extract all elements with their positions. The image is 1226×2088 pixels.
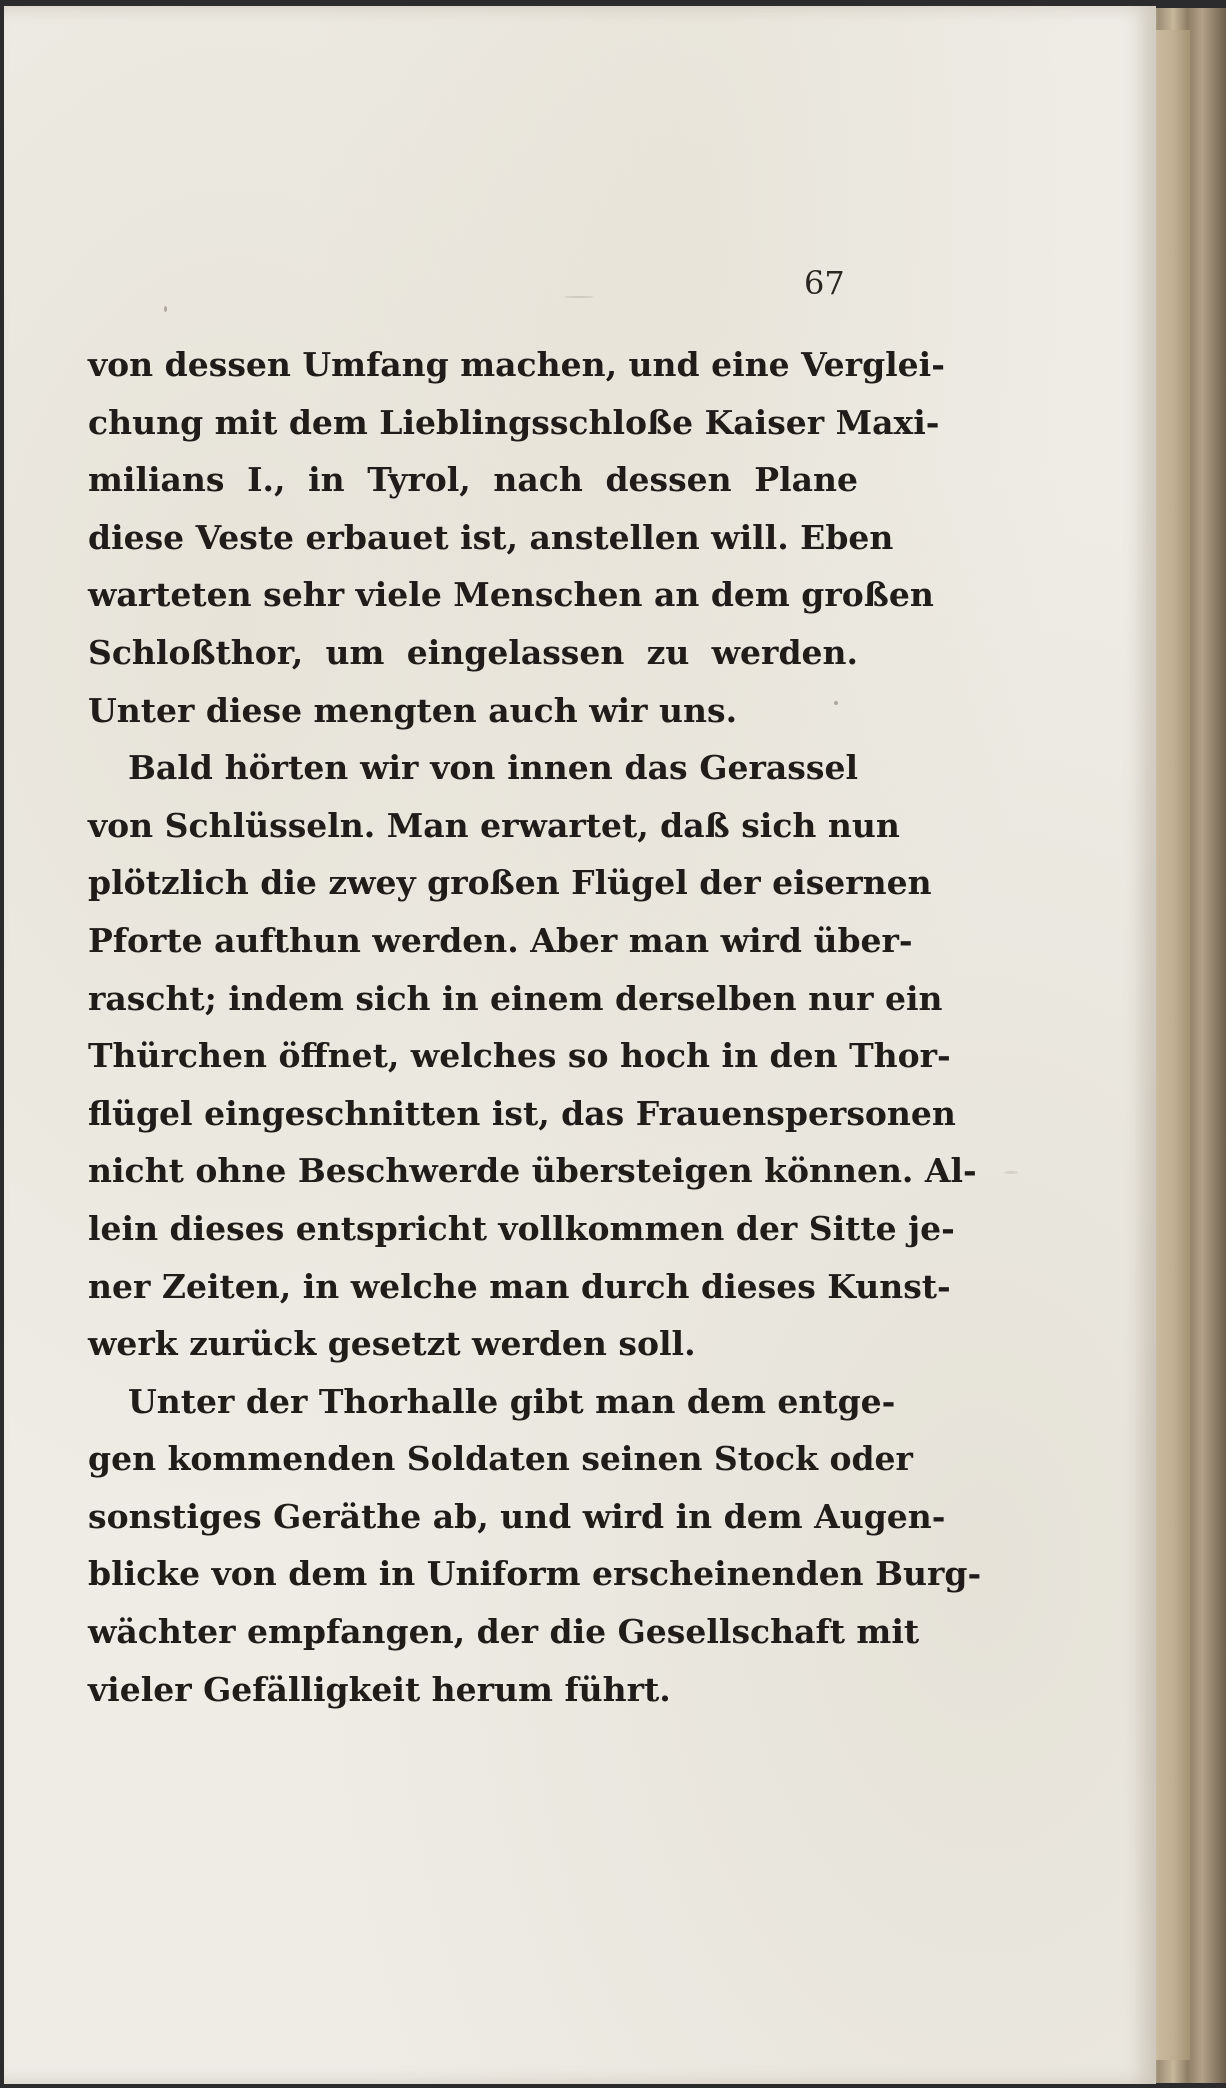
text-line: ner Zeiten, in welche man durch dieses Kunst- [88, 1266, 951, 1306]
text-line: Thürchen öffnet, welches so hoch in den Thor- [88, 1036, 951, 1076]
text-line: plötzlich die zwey großen Flügel der eisernen [88, 863, 932, 903]
text-line: von Schlüsseln. Man erwartet, daß sich nun [88, 805, 900, 845]
text-line: werk zurück gesetzt werden soll. [88, 1324, 696, 1364]
text-line: rascht; indem sich in einem derselben nur ein [88, 978, 943, 1018]
text-line: nicht ohne Beschwerde übersteigen können. Al- [88, 1151, 977, 1191]
text-line: flügel eingeschnitten ist, das Frauenspersonen [88, 1093, 956, 1133]
text-line: milians I., in Tyrol, nach dessen Plane [88, 460, 858, 500]
text-line: chung mit dem Lieblingsschloße Kaiser Maxi- [88, 402, 940, 442]
text-line: vieler Gefälligkeit herum führt. [88, 1669, 671, 1709]
paper-speck [564, 296, 594, 298]
text-line: von dessen Umfang machen, und eine Verglei- [88, 345, 945, 384]
book-page [4, 6, 1156, 2084]
text-line: Schloßthor, um eingelassen zu werden. [88, 632, 858, 672]
text-line: lein dieses entspricht vollkommen der Sitte je- [88, 1208, 955, 1248]
text-line: Bald hörten wir von innen das Gerassel [128, 748, 858, 788]
page-fore-edge [1150, 30, 1190, 2060]
text-line: gen kommenden Soldaten seinen Stock oder [88, 1439, 913, 1479]
body-text [88, 336, 982, 1718]
text-line: Unter diese mengten auch wir uns. [88, 690, 738, 730]
page-number: 67 [804, 264, 845, 302]
text-line: sonstiges Geräthe ab, und wird in dem Augen- [88, 1496, 946, 1536]
text-line: blicke von dem in Uniform erscheinenden Burg- [88, 1554, 982, 1594]
paper-speck [1004, 1171, 1018, 1174]
text-line: Pforte aufthun werden. Aber man wird über- [88, 920, 913, 960]
text-line: diese Veste erbauet ist, anstellen will. Eben [88, 517, 894, 557]
text-line: warteten sehr viele Menschen an dem großen [88, 575, 934, 615]
text-line: Unter der Thorhalle gibt man dem entge- [128, 1381, 896, 1421]
paper-speck [164, 306, 167, 312]
text-line: wächter empfangen, der die Gesellschaft mit [88, 1612, 920, 1652]
